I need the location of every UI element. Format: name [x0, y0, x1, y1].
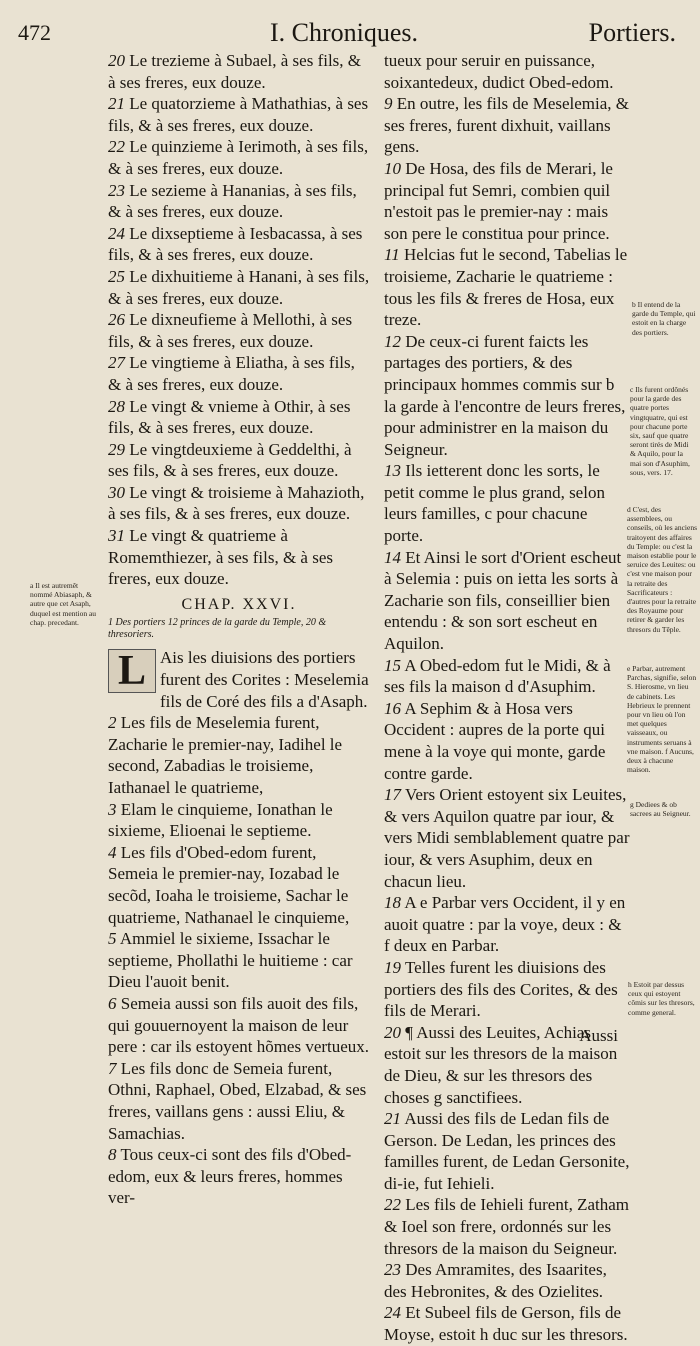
verse	[384, 1302, 630, 1345]
verse-number: 31	[108, 526, 125, 546]
verse-number: 14	[384, 547, 401, 567]
verse-number: 18	[384, 893, 401, 913]
verse-text: Le sezieme à Hananias, à ses fils, & à ses freres, eux douze.	[108, 180, 357, 222]
verse	[108, 396, 370, 439]
chapter-summary: 1 Des portiers 12 princes de la garde du Temple, 20 & thresoriers.	[108, 617, 327, 641]
verse-number: 5	[108, 929, 117, 949]
verse-number: 12	[384, 331, 401, 351]
verse-number: 15	[384, 655, 401, 675]
verse-number: 29	[108, 439, 125, 459]
verse-text: tueux pour seruir en puissance, soixantedeux, dudict Obed-edom.	[384, 51, 614, 92]
drop-cap: L	[108, 649, 156, 693]
verse-number: 20	[108, 51, 125, 70]
verse-number: 21	[108, 94, 125, 114]
verse-number: 17	[384, 785, 401, 805]
verse	[108, 712, 370, 798]
verse	[384, 331, 630, 461]
verse	[384, 892, 630, 957]
verse-text: De Hosa, des fils de Merari, le principal fut Semri, combien quil n'estoit pas le premier-nay : mais son pere le constitua pour prince.	[384, 158, 613, 243]
verse-text: Le dixseptieme à Iesbacassa, à ses fils, & à ses freres, eux douze.	[108, 223, 363, 265]
verse	[384, 655, 630, 698]
verse-text: A Sephim & à Hosa vers Occident : aupres de la porte qui mene à la voye qui monte, garde contre garde.	[384, 698, 606, 783]
verse-text: Telles furent les diuisions des portiers des fils des Corites, & des fils de Merari.	[384, 957, 618, 1021]
verse-number: 30	[108, 482, 125, 502]
verse-number: 4	[108, 842, 117, 862]
verse-text: Les fils donc de Semeia furent, Othni, Raphael, Obed, Elzabad, & ses freres, vaillans gens : aussi Eliu, & Samachias.	[108, 1058, 367, 1143]
running-header	[0, 18, 700, 48]
verse-number: 20	[384, 1022, 401, 1042]
margin-note-d: d C'est, des assemblees, ou conseils, où les anciens traitoyent des affaires du Temple: ou c'est la maison establie pour le seruice des Leuites: ou c'est vne maison pour la retraite des Sacrificateurs : d'autres pour la retraite des Royaume pour retirer & garder les thresors du Tẽple.	[627, 505, 697, 634]
verse-number: 21	[384, 1109, 401, 1129]
verse	[108, 352, 370, 395]
verse-text: Tous ceux-ci sont des fils d'Obed-edom, eux & leurs freres, hommes ver-	[108, 1145, 352, 1208]
verse-text: Le dixhuitieme à Hanani, à ses fils, & à ses freres, eux douze.	[108, 266, 370, 308]
verse	[384, 957, 630, 1022]
verse-text: A e Parbar vers Occident, il y en auoit quatre : par la voye, deux : & f deux en Parbar.	[384, 893, 626, 956]
verse-text: Le vingtieme à Eliatha, à ses fils, & à ses freres, eux douze.	[108, 353, 355, 394]
verse	[108, 223, 370, 266]
verse-text: Le dixneufieme à Mellothi, à ses fils, & à ses freres, eux douze.	[108, 310, 353, 351]
margin-note-h: h Estoit par dessus ceux qui estoyent cõmis sur les thresors, comme general.	[628, 980, 695, 1017]
margin-note-b: b Il entend de la garde du Temple, qui estoit en la charge des portiers.	[632, 300, 696, 337]
verse-number: 22	[384, 1195, 401, 1215]
verse-text: Aussi des fils de Ledan fils de Gerson. De Ledan, les princes des familles furent, de Ledan Gersonite, di-ie, fut Iehieli.	[384, 1109, 630, 1193]
verse-text: De ceux-ci furent faicts les partages des portiers, & des principaux hommes commis sur b la garde à l'encontre de leurs freres, pour administrer en la maison du Seigneur.	[384, 331, 626, 459]
verse	[108, 1058, 370, 1144]
verse-text: Les fils de Meselemia furent, Zacharie le premier-nay, Iadihel le second, Zabadias le troisieme, Iathanael le quatrieme,	[108, 713, 343, 797]
verse	[384, 158, 630, 244]
verse-number: 11	[384, 245, 400, 265]
verse	[384, 244, 630, 330]
verse	[108, 647, 370, 712]
verse	[108, 266, 370, 309]
left-column	[108, 50, 370, 1209]
verse	[384, 1194, 630, 1259]
verse-text: ¶ Aussi des Leuites, Achias estoit sur les thresors de la maison de Dieu, & sur les thresors des choses g sanctifiees.	[384, 1022, 618, 1107]
verse-text: Les fils de Iehieli furent, Zatham & Ioel son frere, ordonnés sur les thresors de la maison du Seigneur.	[384, 1195, 629, 1258]
verse	[108, 928, 370, 993]
verse-number: 23	[108, 180, 125, 200]
verse	[108, 309, 370, 352]
verse	[384, 1108, 630, 1194]
verse-number: 16	[384, 698, 401, 718]
verse	[108, 93, 370, 136]
verse	[108, 799, 370, 842]
verse-number: 25	[108, 266, 125, 286]
verse-number: 6	[108, 993, 117, 1013]
page-number: 472	[18, 20, 51, 45]
verse-text: Des Amramites, des Isaarites, des Hebronites, & des Ozielites.	[384, 1260, 607, 1301]
verse-text: Le quinzieme à Ierimoth, à ses fils, & à ses freres, eux douze.	[108, 137, 369, 178]
right-column	[384, 50, 630, 1346]
verse	[108, 439, 370, 482]
verse	[384, 547, 630, 655]
verse-text: Le vingt & quatrieme à Romemthiezer, à ses fils, & à ses freres, eux douze.	[108, 526, 333, 589]
verse-text: Elam le cinquieme, Ionathan le sixieme, Elioenai le septieme.	[108, 799, 333, 841]
verse	[108, 1144, 370, 1209]
verse	[384, 50, 630, 93]
verse-text: Semeia aussi son fils auoit des fils, qui gouuernoyent la maison de leur pere : car ils estoyent hõmes vertueux.	[108, 993, 370, 1057]
verse-text: En outre, les fils de Meselemia, & ses freres, furent dixhuit, vaillans gens.	[384, 94, 630, 157]
verse-text: Vers Orient estoyent six Leuites, & vers Aquilon quatre par iour, & vers Midi semblablement quatre par iour, & vers Asuphim, deux en chacun lieu.	[384, 785, 630, 891]
chapter-heading: CHAP. XXVI.	[181, 595, 297, 613]
verse-number: 23	[384, 1260, 401, 1280]
verse-text: Helcias fut le second, Tabelias le troisieme, Zacharie le quatrieme : tous les fils & freres de Hosa, eux treze.	[384, 245, 628, 330]
verse	[108, 993, 370, 1058]
verse-number: 7	[108, 1058, 117, 1078]
running-title: I. Chroniques.	[270, 18, 419, 47]
verse-text: Et Ainsi le sort d'Orient escheut à Selemia : puis on ietta les sorts à Zacharie son fils, conseillier bien entendu : & son sort escheut en Aquilon.	[384, 547, 622, 654]
verse-number: 13	[384, 461, 401, 481]
verse-number: 8	[108, 1145, 117, 1165]
verse	[108, 50, 370, 93]
verse-number: 10	[384, 158, 401, 178]
verse-text: Le vingt & troisieme à Mahazioth, à ses fils, & à ses freres, eux douze.	[108, 482, 365, 524]
verse-text: Le vingt & vnieme à Othir, à ses fils, & à ses freres, eux douze.	[108, 396, 351, 438]
verse	[108, 482, 370, 525]
verse-text: Ais les diuisions des portiers furent des Corites : Meselemia fils de Coré des fils a d'Asaph.	[160, 648, 369, 711]
margin-note-a: a Il est autremẽt nommé Abiasaph, & autre que cet Asaph, duquel est mention au chap. precedant.	[30, 581, 97, 627]
verse-text: Et Subeel fils de Gerson, fils de Moyse, estoit h duc sur les thresors.	[384, 1303, 628, 1345]
verse	[108, 525, 370, 590]
margin-note-e: e Parbar, autrement Parchas, signifie, selon S. Hierosme, vn lieu de cabinets. Les Hebrieux le prennent pour vn lieu où l'on met quelques vaisseaux, ou instruments seruans à vne maison. f Aucuns, deux à chacune maison.	[627, 664, 697, 775]
verse-text: Le vingtdeuxieme à Geddelthi, à ses fils, & à ses freres, eux douze.	[108, 439, 352, 481]
verse	[108, 842, 370, 928]
verse	[384, 93, 630, 158]
section-title: Portiers.	[588, 18, 676, 47]
verse-number: 9	[384, 94, 393, 114]
verse-number: 3	[108, 799, 117, 819]
verse	[384, 784, 630, 892]
verse-text: Le quatorzieme à Mathathias, à ses fils, & à ses freres, eux douze.	[108, 94, 369, 135]
verse	[384, 460, 630, 546]
verse	[108, 136, 370, 179]
verse	[108, 180, 370, 223]
verse-text: Ammiel le sixieme, Issachar le septieme, Phollathi le huitieme : car Dieu l'auoit benit.	[108, 929, 353, 992]
verse	[384, 698, 630, 784]
verse	[384, 1259, 630, 1302]
verse-number: 28	[108, 396, 125, 416]
verse-number: 22	[108, 137, 125, 157]
margin-note-c: c Ils furent ordõnés pour la garde des quatre portes vingtquatre, qui est pour chacune porte six, sauf que quatre seront tirés de Midi & Aquilo, pour la mai son d'Asuphim, sous, vers. 17.	[630, 385, 690, 477]
verse-number: 27	[108, 353, 125, 373]
verse-number: 24	[384, 1303, 401, 1323]
verse-text: Ils ietterent donc les sorts, le petit comme le plus grand, selon leurs familles, c pour chacune porte.	[384, 461, 605, 546]
catchword: Aussi	[579, 1026, 618, 1045]
verse-text: A Obed-edom fut le Midi, & à ses fils la maison d d'Asuphim.	[384, 655, 611, 697]
verse-number: 19	[384, 957, 401, 977]
verse-text: Le trezieme à Subael, à ses fils, & à ses freres, eux douze.	[108, 51, 362, 92]
verse-text: Les fils d'Obed-edom furent, Semeia le premier-nay, Iozabad le secõd, Ioaha le troisieme, Sachar le quatrieme, Nathanael le cinquieme,	[108, 842, 350, 927]
verse-number: 24	[108, 223, 125, 243]
verse-number: 26	[108, 310, 125, 330]
margin-note-g: g Dediees & ob sacrees au Seigneur.	[630, 800, 691, 819]
verse-number: 2	[108, 713, 117, 733]
